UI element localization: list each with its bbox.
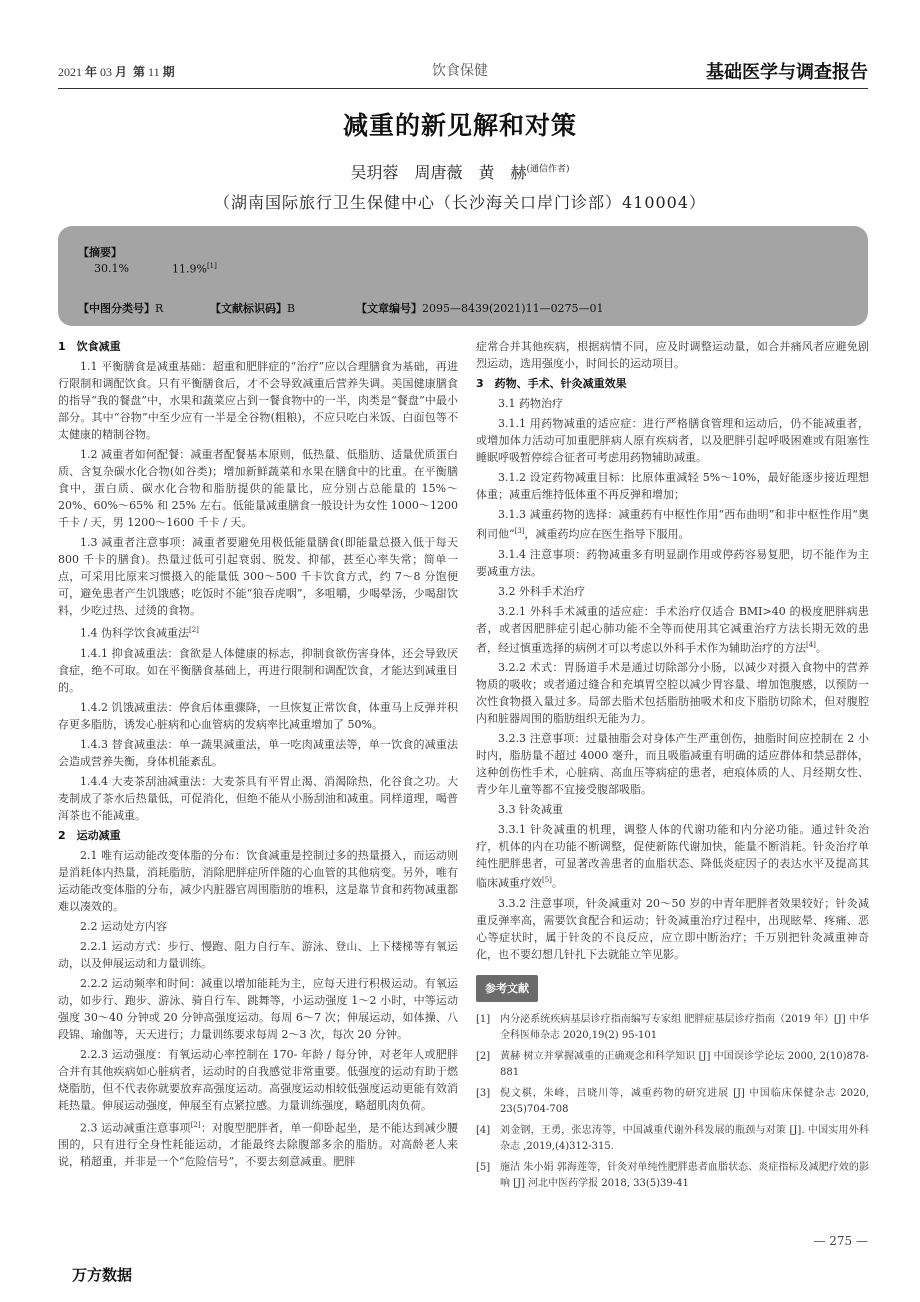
- para-2-3-body: ：对腹型肥胖者，单一仰卧起坐，是不能达到减少腰围的，只有进行全身性耗能运动，才能最终去除腹部多余的脂肪。对高龄老人来说，稍超重，并非是一个“危险信号”，不要去刻意减重。肥胖: [58, 1121, 458, 1169]
- para-3-1-3-b: ，减重药均应在医生指导下服用。: [524, 527, 690, 541]
- para-3-1-2: 3.1.2 设定药物减重目标：比原体重减轻 5%～10%，最好能逐步接近理想体重；减重后维持低体重不再反弹和增加；: [476, 471, 869, 501]
- abstract-box: [58, 226, 868, 326]
- right-column: [476, 338, 869, 1197]
- citation-ref: [4]: [806, 640, 816, 649]
- para-3-3-1-a: 3.3.1 针灸减重的机理，调整人体的代谢功能和内分泌功能。通过针灸治疗，机体的内在功能不断调整，促使新陈代谢加快，能量不断消耗。针灸治疗单纯性肥胖患者，可显著改善患者的血脂状态、降低炎症因子的表达水平及提高其临床减重疗效: [476, 823, 869, 890]
- issue-year-unit: 年: [85, 65, 98, 79]
- header-rule: [58, 88, 868, 89]
- references-heading: 参考文献: [476, 975, 538, 1002]
- para-3-2-3: 3.2.3 注意事项：过量抽脂会对身体产生严重创伤，抽脂时间应控制在 2 小时内，脂肪量不超过 4000 毫升，而且吸脂减重有明确的适应群体和禁忌群体，这种创伤性手术，心脏病、高血压等病症的患者，疤痕体质的人、月经期女性、青少年儿童等都不宜接受腹部吸脂。: [476, 732, 869, 797]
- para-1-4-4: 1.4.4 大麦茶刮油减重法：大麦茶具有平胃止渴、消渴除热，化谷食之功。大麦制成了茶水后热量低，可促消化，但绝不能从小肠刮油和减重。同样道理，喝普洱茶也不能减重。: [58, 774, 458, 822]
- reference-number: [5]: [476, 1161, 491, 1173]
- article-no-field: [356, 300, 604, 316]
- para-3-1-4: 3.1.4 注意事项：药物减重多有明显副作用或停药容易复肥，切不能作为主要减重方法。: [476, 547, 869, 578]
- issue-month: 03: [100, 65, 113, 79]
- para-3-3-2: 3.3.2 注意事项，针灸减重对 20～50 岁的中青年肥胖者效果较好；针灸减重反弹率高，需要饮食配合和运动；针灸减重治疗过程中，出现眩晕、疼痛、恶心等症状时，属于针灸的不良反应，应立即中断治疗；千万别把针灸减重神奇化，也不要幻想几针扎下去就能立竿见影。: [476, 896, 869, 961]
- issue-month-unit: 月: [115, 65, 128, 79]
- citation-ref: [5]: [542, 876, 552, 885]
- para-3-1-3-a: 3.1.3 减重药物的选择：减重药有中枢性作用“西布曲明”和非中枢性作用“奥利司他”: [476, 508, 869, 541]
- para-2-2-1: 2.2.1 运动方式：步行、慢跑、阻力自行车、游泳、登山、上下楼梯等有氧运动，以及伸展运动和力量训练。: [58, 939, 458, 970]
- para-3-1-1: 3.1.1 用药物减重的适应症：进行严格膳食管理和运动后，仍不能减重者，或增加体力活动可加重肥胖病人原有疾病者，以及肥胖引起呼吸困难或有阻塞性睡眠呼吸暂停综合征者可考虑用药物辅助减重。: [476, 417, 869, 464]
- citation-ref: [3]: [514, 527, 525, 535]
- para-1-4-3: 1.4.3 替食减重法：单一蔬果减重法，单一吃肉减重法等，单一饮食的减重法会造成营养失衡，身体机能紊乱。: [58, 737, 458, 768]
- left-column: [58, 338, 458, 1173]
- page-number: — 275 —: [813, 1234, 868, 1248]
- para-3-2-1: [476, 603, 869, 657]
- para-3-2: 3.2 外科手术治疗: [498, 584, 585, 598]
- para-continued: 症常合并其他疾病，根据病情不同，应及时调整运动量，如合并痛风者应避免剧烈运动，选用强度小，时间长的运动项目。: [476, 340, 869, 370]
- abstract-value-2-ref: [1]: [206, 262, 217, 270]
- para-3-3-1-b: 。: [551, 876, 563, 890]
- doc-code-field: [210, 300, 295, 316]
- issue-year: 2021: [58, 65, 82, 79]
- para-2-3: [58, 1117, 458, 1171]
- journal-name: 基础医学与调查报告: [706, 62, 868, 83]
- author-names: 吴玥蓉 周唐薇 黄 赫: [350, 163, 527, 182]
- issue-number: 11: [148, 65, 160, 79]
- reference-item: [476, 1160, 869, 1192]
- reference-item: [476, 1049, 869, 1081]
- abstract-value-2-text: 11.9%: [172, 262, 207, 276]
- doc-code-label: 【文献标识码】: [210, 302, 287, 315]
- para-2-2: 2.2 运动处方内容: [80, 919, 167, 933]
- para-3-3: 3.3 针灸减重: [498, 803, 563, 817]
- abstract-label: 【摘要】: [78, 246, 122, 259]
- article-authors: [0, 160, 920, 183]
- reference-number: [2]: [476, 1050, 491, 1062]
- issue-prefix: 第: [133, 65, 146, 79]
- para-3-3-1: [476, 821, 869, 892]
- reference-text: 刘金钢，王勇，张忠涛等，中国减重代谢外科发展的瓶颈与对策 [J]. 中国实用外科杂志 ,2019,(4)312-315.: [500, 1124, 869, 1152]
- abstract-value-2: [172, 262, 217, 276]
- para-1-4-text: 1.4 伪科学饮食减重法: [80, 626, 189, 640]
- reference-item: [476, 1012, 869, 1044]
- para-1-2: 1.2 减重者如何配餐：减重者配餐基本原则，低热量、低脂肪、适量优质蛋白质、含复杂碳水化合物(如谷类)；增加新鲜蔬菜和水果在膳食中的比重。在平衡膳食中，蛋白质、碳水化合物和脂肪提供的能量比，应分别占总能量的 15%～20%、60%～65% 和 25% 左右。低能量减重膳食一般设计为女性 1000～1200 千卡 / 天，男 1200～1600 千卡 / 天。: [58, 448, 458, 529]
- reference-text: 内分泌系统疾病基层诊疗指南编写专家组 肥胖症基层诊疗指南（2019 年）[J] 中华全科医师杂志 2020,19(2) 95-101: [500, 1013, 869, 1041]
- reference-number: [4]: [476, 1124, 491, 1136]
- para-2-2-3: 2.2.3 运动强度：有氧运动心率控制在 170- 年龄 / 每分钟，对老年人或肥胖合并有其他疾病如心脏病者，运动时的自我感觉非常重要。低强度的运动有助于燃烧脂肪，但不代表你就要放弃高强度运动。高强度运动相较低强度运动更能有效消耗热量。伸展运动强度，伸展至有点紧拉感。力量训练强度，略超肌肉负荷。: [58, 1047, 458, 1112]
- para-1-4: [58, 622, 458, 642]
- para-3-2-1-a: 3.2.1 外科手术减重的适应症：手术治疗仅适合 BMI>40 的极度肥胖病患者，或者因肥胖症引起心肺功能不全等而使用其它减重治疗方法长期无效的患者，经过慎重选择的病例才可以考虑以外科手术作为辅助治疗的方法: [476, 604, 869, 655]
- reference-text: 黄赫 树立并掌握减重的正确观念和科学知识 [J] 中国误诊学论坛 2000, 2(10)878-881: [500, 1050, 869, 1078]
- database-watermark: 万方数据: [72, 1266, 133, 1284]
- para-2-1: 2.1 唯有运动能改变体脂的分布：饮食减重是控制过多的热量摄入，而运动则是消耗体内热量，消耗脂肪，消除肥胖症所伴随的心血管的其他病变。另外，唯有运动能改变体脂的分布，减少内脏器官周围脂肪的堆积，这是靠节食和药物减重都难以凑效的。: [58, 848, 458, 913]
- para-2-2-2: 2.2.2 运动频率和时间：减重以增加能耗为主，应每天进行积极运动。有氧运动，如步行、跑步、游泳、骑自行车、跳舞等，小运动强度 1～2 小时，中等运动强度 30～40 分钟或 20 分钟高强度运动。每周 6～7 次；伸展运动，如体操、八段锦、瑜伽等，天天进行；力量训练要求每周 2～3 次，每次 20 分钟。: [58, 976, 458, 1041]
- reference-number: [3]: [476, 1087, 491, 1099]
- para-3-2-1-b: 。: [815, 641, 827, 655]
- clc-label: 【中图分类号】: [78, 302, 155, 315]
- citation-ref: [2]: [189, 626, 199, 634]
- para-3-2-2: 3.2.2 术式：胃肠道手术是通过切除部分小肠，以减少对摄入食物中的营养物质的吸收；或者通过缝合和充填胃空腔以减少胃容量、增加饱腹感，以预防一次性食物摄入量过多。局部去脂术包括脂肪抽吸术和皮下脂肪切除术，但对腹腔内和脏器周围的脂肪组织无能为力。: [476, 661, 869, 726]
- article-no-value: 2095—8439(2021)11—0275—01: [422, 302, 604, 315]
- abstract-value-1: 30.1%: [94, 262, 129, 275]
- reference-text: 倪文棋，朱峰，吕晓川等，减重药物的研究进展 [J] 中国临床保健杂志 2020, 23(5)704-708: [500, 1087, 869, 1115]
- para-1-1: 1.1 平衡膳食是减重基础：超重和肥胖症的“治疗”应以合理膳食为基础，再进行限制和调配饮食。只有平衡膳食后，才不会导致减重后营养失调。美国健康膳食的指导“我的餐盘”中，水果和蔬菜应占到一餐食物中的一半，肉类是“餐盘”中最小部分。其中“谷物”中至少应有一半是全谷物(粗粮)，不应只吃白米饭、白面包等不太健康的精制谷物。: [58, 360, 458, 441]
- issue-unit: 期: [162, 65, 175, 79]
- clc-value: R: [155, 302, 164, 315]
- doc-code-value: B: [287, 302, 296, 315]
- para-3-1-3: [476, 506, 869, 543]
- section-heading-2: 2 运动减重: [58, 828, 121, 842]
- para-3-1: 3.1 药物治疗: [498, 397, 563, 410]
- reference-item: [476, 1086, 869, 1118]
- section-heading-3: 3 药物、手术、针灸减重效果: [476, 377, 627, 390]
- article-affiliation: （湖南国际旅行卫生保健中心（长沙海关口岸门诊部）410004）: [213, 193, 707, 212]
- citation-ref: [2]: [190, 1120, 201, 1129]
- section-heading-1: 1 饮食减重: [58, 340, 121, 353]
- section-name: 饮食保健: [432, 63, 488, 79]
- article-title: 减重的新见解和对策: [342, 111, 577, 140]
- corresponding-note: (通信作者): [526, 164, 570, 175]
- para-2-3-head: 2.3 运动减重注意事项: [80, 1121, 191, 1135]
- reference-number: [1]: [476, 1013, 491, 1025]
- clc-field: [78, 300, 163, 316]
- reference-text: 施洁 朱小娟 郭海莲等，针灸对单纯性肥胖患者血脂状态、炎症指标及减肥疗效的影响 [J] 河北中医药学报 2018, 33(5)39-41: [500, 1161, 869, 1189]
- para-1-4-2: 1.4.2 饥饿减重法：停食后体重骤降，一旦恢复正常饮食，体重马上反弹并积存更多脂肪，诱发心脏病和心血管病的发病率比减重增加了 50%。: [58, 700, 458, 731]
- reference-item: [476, 1123, 869, 1155]
- para-1-3: 1.3 减重者注意事项：减重者要避免用极低能量膳食(即能量总摄入低于每天 800 千卡的膳食)。热量过低可引起衰弱、脱发、抑郁，甚至心率失常；简单一点，可采用比原来习惯摄入的能量低 300～500 千卡饮食方式，约 7～8 分饱便可，避免患者产生饥饿感；吃饭时不能“狼吞虎咽”，多咀嚼，少喝晕汤，少喝甜饮料，少吃过热、过烫的食物。: [58, 536, 458, 617]
- para-1-4-1: 1.4.1 抑食减重法：食欲是人体健康的标志，抑制食欲伤害身体，还会导致厌食症，绝不可取。如在平衡膳食基础上，再进行限制和调配饮食，才能达到减重目的。: [58, 646, 458, 694]
- article-no-label: 【文章编号】: [356, 302, 422, 315]
